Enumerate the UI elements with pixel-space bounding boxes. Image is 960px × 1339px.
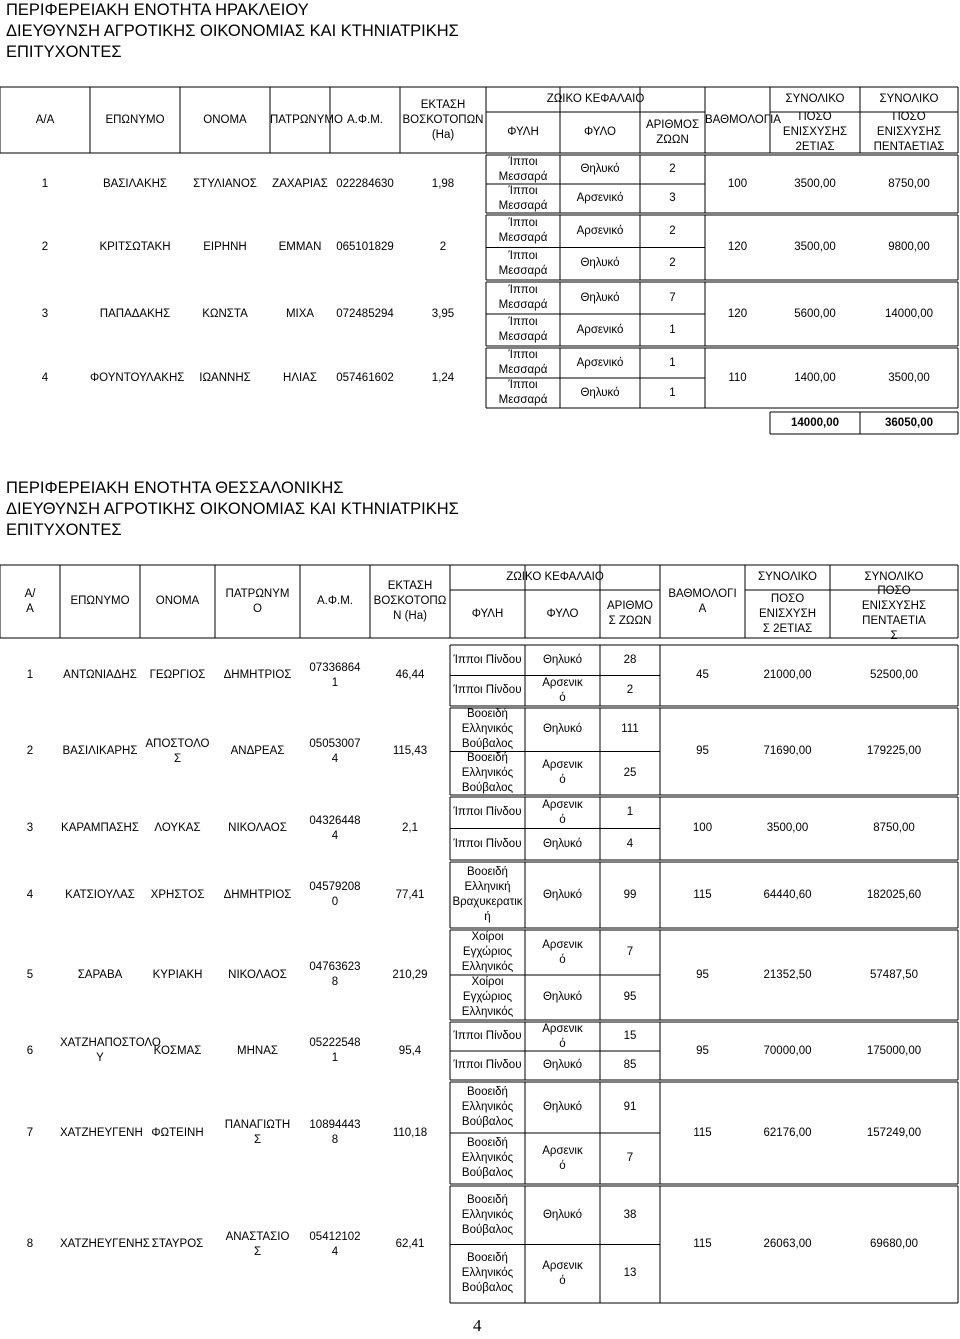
row-amount-5yr: 57487,50	[870, 968, 918, 981]
row-score: 110	[728, 371, 747, 384]
row-number: 1	[26, 669, 34, 681]
row-name: ΣΤΑΥΡΟΣ	[151, 1238, 204, 1250]
section2-title-line: ΕΠΙΤΥΧΟΝΤΕΣ	[6, 521, 122, 539]
row-area: 2	[439, 241, 447, 253]
row-afm: 072485294	[336, 307, 394, 320]
row-area: 1,98	[431, 177, 455, 190]
row-surname: ΧΑΤΖΗΕΥΓΕΝΗΣ	[60, 1238, 150, 1250]
row-father-name: ΑΝΑΣΤΑΣΙΟ Σ	[225, 1230, 290, 1258]
header-amount-2yr: ΠΟΣΟ ΕΝΙΣΧΥΣΗΣ 2ΕΤΙΑΣ	[782, 111, 848, 153]
animal-count: 2	[669, 224, 676, 237]
row-amount-2yr: 71690,00	[763, 745, 812, 757]
animal-breed: Ίπποι Πίνδου	[453, 1030, 522, 1042]
row-number: 3	[41, 307, 49, 320]
row-amount-2yr: 1400,00	[794, 371, 836, 384]
animal-breed: Ίπποι Μεσσαρά	[498, 284, 548, 311]
header-sex: ΦΥΛΟ	[546, 607, 579, 620]
animal-breed: Βοοειδή Ελληνικός Βούβαλος	[461, 708, 514, 751]
row-surname: ΦΟΥΝΤΟΥΛΑΚΗΣ	[90, 371, 185, 384]
row-amount-5yr: 157249,00	[866, 1126, 922, 1139]
row-name: ΣΤΥΛΙΑΝΟΣ	[193, 177, 257, 190]
row-amount-5yr: 182025,60	[866, 888, 922, 901]
animal-breed: Βοοειδή Ελληνικός Βούβαλος	[461, 1086, 514, 1128]
animal-count: 2	[669, 163, 676, 175]
header-amount-2yr: ΠΟΣΟ ΕΝΙΣΧΥΣΗ Σ 2ΕΤΙΑΣ	[758, 592, 817, 635]
row-afm: 07336864 1	[309, 661, 361, 689]
row-area: 95,4	[398, 1044, 422, 1057]
animal-breed: Ίπποι Πίνδου	[453, 806, 522, 819]
animal-sex: Αρσενικ ό	[542, 676, 583, 704]
row-amount-5yr: 69680,00	[870, 1238, 918, 1250]
row-area: 115,43	[392, 745, 428, 757]
animal-breed: Ίπποι Μεσσαρά	[498, 249, 548, 277]
animal-breed: Ίπποι Μεσσαρά	[498, 349, 548, 376]
animal-breed: Χοίροι Εγχώριος Ελληνικός	[461, 931, 514, 973]
animal-count: 2	[626, 684, 634, 697]
animal-sex: Αρσενικό	[576, 356, 624, 369]
row-score: 45	[696, 669, 709, 681]
row-father-name: ΠΑΝΑΓΙΩΤΗ Σ	[224, 1119, 291, 1146]
animal-sex: Θηλυκό	[542, 1208, 583, 1221]
row-area: 210,29	[392, 968, 428, 981]
header-total-2yr: ΣΥΝΟΛΙΚΟ	[785, 93, 845, 105]
animal-sex: Θηλυκό	[542, 837, 583, 850]
row-surname: ΚΡΙΤΣΩΤΑΚΗ	[99, 241, 171, 253]
row-number: 2	[26, 745, 34, 757]
row-amount-5yr: 9800,00	[888, 241, 930, 253]
animal-breed: Βοοειδή Ελληνικός Βούβαλος	[461, 1137, 514, 1179]
animal-count: 111	[621, 723, 639, 736]
animal-breed: Βοοειδή Ελληνικός Βούβαλος	[461, 1193, 514, 1236]
header-afm: Α.Φ.Μ.	[316, 595, 353, 607]
header-surname: ΕΠΩΝΥΜΟ	[70, 595, 130, 607]
row-father-name: ΖΑΧΑΡΙΑΣ	[272, 177, 328, 190]
animal-count: 3	[669, 192, 676, 204]
header-amount-5yr: ΠΟΣΟ ΕΝΙΣΧΥΣΗΣ ΠΕΝΤΑΕΤΙΑ Σ	[861, 585, 927, 642]
row-afm: 04763623 8	[309, 961, 361, 988]
animal-count: 7	[626, 1152, 634, 1164]
header-capital: ΖΩΙΚΟ ΚΕΦΑΛΑΙΟ	[506, 571, 604, 583]
row-number: 4	[26, 888, 34, 901]
header-father: ΠΑΤΡΩΝΥΜΟ	[270, 113, 343, 126]
row-score: 115	[693, 1126, 712, 1139]
animal-sex: Θηλυκό	[580, 291, 620, 304]
row-surname: ΣΑΡΑΒΑ	[77, 968, 123, 981]
row-number: 8	[26, 1238, 34, 1250]
row-afm: 04579208 0	[309, 881, 361, 908]
header-area: ΕΚΤΑΣΗ ΒΟΣΚΟΤΟΠΩ Ν (Ha)	[373, 580, 447, 622]
row-father-name: ΔΗΜΗΤΡΙΟΣ	[223, 888, 292, 901]
row-surname: ΒΑΣΙΛΑΚΗΣ	[102, 177, 168, 190]
animal-sex: Αρσενικ ό	[542, 798, 583, 826]
animal-count: 1	[626, 806, 634, 819]
header-afm: Α.Φ.Μ.	[346, 113, 383, 126]
header-father: ΠΑΤΡΩΝΥΜ Ο	[225, 587, 290, 615]
animal-sex: Αρσενικ ό	[542, 759, 583, 787]
row-name: ΚΩΝΣΤΑ	[202, 307, 248, 320]
row-father-name: ΜΙΧΑ	[285, 307, 315, 320]
animal-breed: Ίπποι Πίνδου	[453, 1059, 522, 1071]
row-father-name: ΔΗΜΗΤΡΙΟΣ	[223, 669, 292, 681]
row-father-name: ΝΙΚΟΛΑΟΣ	[228, 968, 287, 981]
row-amount-5yr: 179225,00	[866, 745, 922, 757]
animal-sex: Θηλυκό	[542, 1059, 583, 1071]
row-amount-5yr: 3500,00	[888, 371, 930, 384]
animal-count: 1	[669, 356, 676, 369]
row-afm: 057461602	[336, 371, 394, 384]
row-number: 2	[41, 241, 49, 253]
animal-breed: Ίπποι Μεσσαρά	[498, 379, 548, 406]
animal-breed: Ίπποι Πίνδου	[453, 837, 522, 850]
animal-sex: Αρσενικ ό	[542, 1144, 583, 1172]
row-father-name: ΑΝΔΡΕΑΣ	[230, 745, 285, 757]
header-score: ΒΑΘΜΟΛΟΓΙ Α	[668, 587, 737, 615]
row-score: 95	[696, 968, 709, 981]
section1-title-line: ΕΠΙΤΥΧΟΝΤΕΣ	[6, 43, 122, 61]
row-afm: 022284630	[336, 177, 394, 190]
animal-count: 1	[669, 386, 676, 399]
row-amount-2yr: 64440,60	[763, 888, 812, 901]
animal-count: 25	[623, 766, 637, 779]
header-aa: Α/ Α	[24, 587, 36, 615]
row-afm: 05222548 1	[309, 1037, 361, 1064]
row-amount-2yr: 3500,00	[794, 177, 836, 190]
row-area: 46,44	[395, 669, 425, 681]
row-amount-5yr: 175000,00	[866, 1044, 922, 1057]
row-score: 120	[727, 307, 748, 320]
animal-sex: Θηλυκό	[580, 163, 620, 175]
row-surname: ΚΑΡΑΜΠΑΣΗΣ	[61, 822, 139, 834]
row-number: 3	[26, 822, 34, 834]
header-score: ΒΑΘΜΟΛΟΓΙΑ	[705, 113, 781, 126]
header-name: ΟΝΟΜΑ	[203, 113, 247, 126]
row-score: 95	[696, 745, 709, 757]
animal-sex: Θηλυκό	[542, 653, 583, 666]
row-surname: ΒΑΣΙΛΙΚΑΡΗΣ	[62, 745, 138, 757]
row-amount-5yr: 14000,00	[885, 307, 933, 320]
animal-sex: Θηλυκό	[542, 723, 583, 736]
animal-count: 13	[623, 1267, 637, 1280]
row-amount-5yr: 8750,00	[873, 822, 915, 834]
header-name: ΟΝΟΜΑ	[155, 595, 200, 607]
animal-breed: Ίπποι Μεσσαρά	[498, 155, 548, 183]
row-father-name: ΝΙΚΟΛΑΟΣ	[228, 822, 287, 834]
animal-sex: Αρσενικ ό	[542, 1259, 583, 1287]
animal-count: 2	[669, 257, 676, 270]
animal-breed: Βοοειδή Ελληνικός Βούβαλος	[461, 1252, 514, 1295]
header-total-5yr: ΣΥΝΟΛΙΚΟ	[864, 571, 924, 583]
row-name: ΕΙΡΗΝΗ	[203, 241, 247, 253]
row-amount-2yr: 3500,00	[794, 241, 836, 253]
header-capital: ΖΩΙΚΟ ΚΕΦΑΛΑΙΟ	[546, 93, 645, 105]
row-surname: ΧΑΤΖΗΕΥΓΕΝΗ	[60, 1126, 143, 1139]
row-name: ΦΩΤΕΙΝΗ	[151, 1126, 204, 1139]
animal-count: 91	[623, 1101, 637, 1113]
row-area: 77,41	[395, 888, 425, 901]
row-score: 100	[692, 822, 713, 834]
row-afm: 05412102 4	[309, 1230, 361, 1258]
animal-breed: Βοοειδή Ελληνικός Βούβαλος	[461, 751, 514, 794]
row-amount-5yr: 8750,00	[888, 177, 930, 190]
row-amount-2yr: 3500,00	[766, 822, 809, 834]
row-amount-2yr: 21352,50	[763, 968, 812, 981]
row-afm: 10894443 8	[309, 1119, 361, 1146]
animal-sex: Αρσενικό	[576, 323, 624, 336]
row-number: 4	[41, 371, 49, 384]
row-score: 115	[693, 1238, 712, 1250]
row-amount-2yr: 62176,00	[763, 1126, 812, 1139]
animal-breed: Ίπποι Πίνδου	[453, 653, 522, 666]
section2-heading	[6, 478, 459, 541]
animal-sex: Θηλυκό	[542, 1101, 583, 1113]
row-number: 7	[26, 1126, 34, 1139]
animal-count: 99	[623, 888, 637, 901]
animal-breed: Ίπποι Πίνδου	[453, 684, 522, 697]
row-score: 115	[693, 888, 712, 901]
row-area: 3,95	[431, 307, 455, 320]
animal-breed: Ίπποι Μεσσαρά	[498, 184, 548, 212]
row-surname: ΚΑΤΣΙΟΥΛΑΣ	[65, 888, 135, 901]
section1-title-line: ΔΙΕΥΘΥΝΣΗ ΑΓΡΟΤΙΚΗΣ ΟΙΚΟΝΟΜΙΑΣ ΚΑΙ ΚΤΗΝΙΑΤΡΙΚΗΣ	[6, 22, 459, 40]
header-breed: ΦΥΛΗ	[471, 607, 504, 620]
row-amount-2yr: 70000,00	[763, 1044, 812, 1057]
row-name: ΙΩΑΝΝΗΣ	[199, 371, 251, 384]
animal-breed: Ίπποι Μεσσαρά	[498, 316, 548, 343]
row-number: 6	[26, 1044, 34, 1057]
animal-sex: Θηλυκό	[542, 991, 583, 1003]
animal-count: 1	[669, 323, 676, 336]
animal-count: 7	[669, 291, 676, 304]
row-surname: ΠΑΠΑΔΑΚΗΣ	[99, 307, 171, 320]
row-afm: 065101829	[336, 241, 394, 253]
header-surname: ΕΠΩΝΥΜΟ	[105, 113, 165, 126]
row-amount-2yr: 5600,00	[794, 307, 836, 320]
row-score: 95	[696, 1044, 709, 1057]
animal-count: 85	[623, 1059, 637, 1071]
row-father-name: ΜΗΝΑΣ	[237, 1044, 278, 1057]
row-name: ΛΟΥΚΑΣ	[154, 822, 201, 834]
animal-count: 4	[626, 837, 634, 850]
page-number: 4	[473, 1316, 482, 1335]
row-area: 110,18	[392, 1126, 428, 1139]
row-afm: 04326448 4	[309, 814, 361, 842]
section2-title-line: ΠΕΡΙΦΕΡΕΙΑΚΗ ΕΝΟΤΗΤΑ ΘΕΣΣΑΛΟΝΙΚΗΣ	[6, 479, 344, 497]
row-surname: ΧΑΤΖΗΑΠΟΣΤΟΛΟ Υ	[60, 1037, 161, 1064]
row-amount-5yr: 52500,00	[870, 669, 918, 681]
row-amount-2yr: 26063,00	[763, 1238, 812, 1250]
header-total-5yr: ΣΥΝΟΛΙΚΟ	[879, 93, 939, 105]
row-surname: ΑΝΤΩΝΙΑΔΗΣ	[63, 669, 137, 681]
header-area: ΕΚΤΑΣΗ ΒΟΣΚΟΤΟΠΩΝ (Ha)	[402, 98, 484, 141]
animal-breed: Ίπποι Μεσσαρά	[498, 217, 548, 245]
header-count: ΑΡΙΘΜΟ Σ ΖΩΩΝ	[606, 600, 653, 627]
row-father-name: ΗΛΙΑΣ	[283, 371, 317, 384]
row-score: 100	[727, 177, 748, 190]
total-amount-5yr: 36050,00	[885, 416, 933, 429]
animal-sex: Θηλυκό	[580, 257, 620, 270]
row-afm: 05053007 4	[309, 737, 361, 765]
animal-sex: Αρσενικό	[576, 224, 624, 237]
row-name: ΑΠΟΣΤΟΛΟ Σ	[145, 737, 210, 765]
animal-count: 38	[623, 1208, 637, 1221]
animal-sex: Θηλυκό	[542, 888, 583, 901]
row-area: 1,24	[431, 371, 455, 384]
row-name: ΚΥΡΙΑΚΗ	[152, 968, 203, 981]
header-breed: ΦΥΛΗ	[507, 126, 539, 138]
header-sex: ΦΥΛΟ	[583, 126, 616, 138]
header-count: ΑΡΙΘΜΟΣ ΖΩΩΝ	[645, 118, 700, 146]
header-total-2yr: ΣΥΝΟΛΙΚΟ	[758, 571, 817, 583]
animal-breed: Βοοειδή Ελληνική Βραχυκερατικ ή	[452, 866, 523, 923]
animal-count: 7	[626, 946, 634, 958]
row-name: ΓΕΩΡΓΙΟΣ	[149, 669, 206, 681]
row-number: 1	[41, 177, 49, 190]
animal-count: 15	[623, 1030, 637, 1042]
row-number: 5	[26, 968, 34, 981]
animal-count: 28	[623, 653, 637, 666]
row-name: ΚΟΣΜΑΣ	[153, 1044, 202, 1057]
header-amount-5yr: ΠΟΣΟ ΕΝΙΣΧΥΣΗΣ ΠΕΝΤΑΕΤΙΑΣ	[873, 111, 945, 153]
animal-count: 95	[623, 991, 637, 1003]
animal-breed: Χοίροι Εγχώριος Ελληνικός	[461, 976, 514, 1018]
section1-heading	[6, 0, 459, 63]
row-name: ΧΡΗΣΤΟΣ	[150, 888, 205, 901]
animal-sex: Αρσενικ ό	[542, 938, 583, 966]
row-area: 2,1	[402, 822, 418, 834]
section2-title-line: ΔΙΕΥΘΥΝΣΗ ΑΓΡΟΤΙΚΗΣ ΟΙΚΟΝΟΜΙΑΣ ΚΑΙ ΚΤΗΝΙΑΤΡΙΚΗΣ	[6, 500, 459, 518]
row-amount-2yr: 21000,00	[763, 669, 812, 681]
row-score: 120	[727, 241, 748, 253]
animal-sex: Θηλυκό	[580, 386, 620, 399]
row-area: 62,41	[395, 1238, 425, 1250]
total-amount-2yr: 14000,00	[791, 416, 839, 429]
section1-title-line: ΠΕΡΙΦΕΡΕΙΑΚΗ ΕΝΟΤΗΤΑ ΗΡΑΚΛΕΙΟΥ	[6, 1, 309, 19]
row-father-name: ΕΜΜΑΝ	[278, 241, 322, 253]
animal-sex: Αρσενικό	[576, 192, 624, 204]
header-aa: Α/Α	[35, 113, 55, 126]
animal-sex: Αρσενικ ό	[542, 1022, 583, 1050]
